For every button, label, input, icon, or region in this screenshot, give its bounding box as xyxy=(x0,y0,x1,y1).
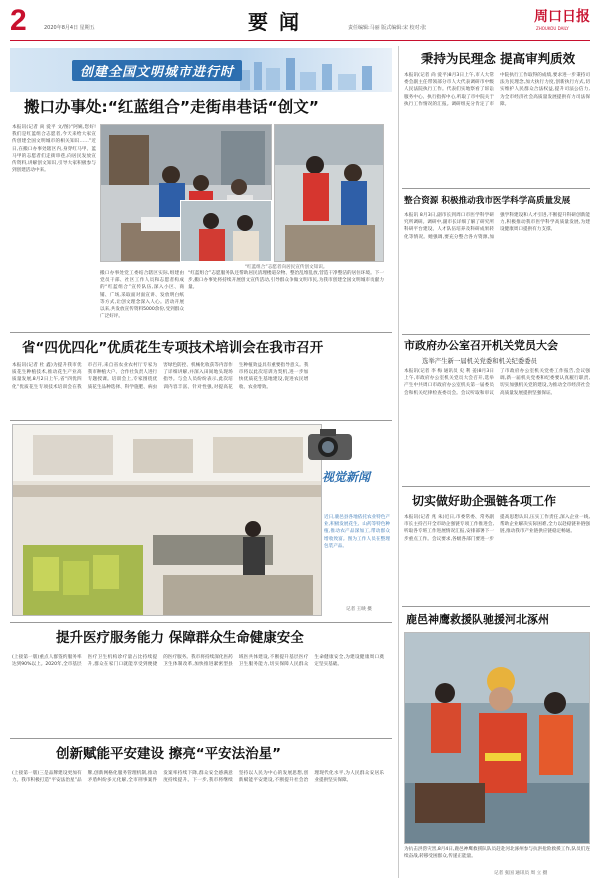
volunteer-photo-caption: “红蓝组合”志愿者向居民宣传创文知识。 xyxy=(244,265,328,270)
visual-news-caption: 近日,鹿邑县各地依托农业特色产业,积极发展花生、山药等特色种植,推动农产品深加工,带动群众增收致富。图为工作人员在整理包装产品。 xyxy=(324,515,390,549)
banner-text: 创建全国文明城市进行时 xyxy=(72,60,242,81)
section-rule-1 xyxy=(10,332,392,333)
article-body-relocation-office-3: “红蓝组合”志愿服务队还帮助居民清理楼道杂物、整治乱堆乱放,营造干净整洁的居住环境。下一步,搬口办事处将持续开展创文宣传活动,引导群众争做文明市民,为我市创建全国文明城市贡献力量。 xyxy=(188,271,384,291)
masthead-rule xyxy=(10,40,590,41)
article-body-enterprise-chain: 本报讯(记者 兆 朱)近日,市委常委、常务副市长主持召开全市助企强链专项工作推进会,听取各专班工作进展情况汇报,安排部署下一步重点工作。会议要求,各级各部门要进一步提高思想认识,压实工作责任,深入企业一线,帮助企业解决实际困难,全力以赴稳链补链强链,推动我市产业链供应链稳定畅通。 xyxy=(404,515,590,542)
section-rule-r4 xyxy=(402,606,590,607)
section-rule-2 xyxy=(10,420,392,421)
article-title-party-meeting: 市政府办公室召开机关党员大会 xyxy=(404,339,558,352)
volunteer-photo-3 xyxy=(274,124,384,262)
article-title-peanut-training: 省“四优四化”优质花生专项技术培训会在我市召开 xyxy=(22,340,324,356)
article-body-medical-science: 本报讯 8月3日,副市长到周口市医学科学研究所调研。调研中,副市长详细了解了研究所科研平台建设、人才队伍培养及科研成果转化等情况。她强调,要充分整合各方资源,加强学科建设和人才引进,不断提升科研创新能力,积极推动我市医学科学高质量发展,为建设健康周口提供有力支撑。 xyxy=(404,213,590,240)
article-body-medical-service: (上接第一版)重点人群签约服务率达到90%以上。2020年,全市基层医疗卫生机构诊疗量占比持续提升,群众在家门口就能享受到便捷的医疗服务。我市将持续深化医药卫生体制改革,加快推进紧密型县域医共体建设,不断提升基层医疗卫生服务能力,切实保障人民群众生命健康安全,为建设健康周口奠定坚实基础。 xyxy=(12,655,384,668)
camera-icon xyxy=(306,426,354,462)
article-body-safety-building: (上接第一版)三是品牌建设更加有力。我市积极打造“平安法治星”品牌,创新网格化服务管理机制,推动矛盾纠纷多元化解,全市刑事案件发案率持续下降,群众安全感满意度持续提升。下一步,我市将继续坚持以人民为中心的发展思想,创新赋能平安建设,不断提升社会治理现代化水平,为人民群众安居乐业提供坚实保障。 xyxy=(12,771,384,784)
article-title-medical-service: 提升医疗服务能力 保障群众生命健康安全 xyxy=(56,630,304,646)
visual-news-photo xyxy=(12,424,322,616)
article-body-relocation-office-lead: 本报讯(记者 尚 爱平 文/图)“阿姨,您好!我们是红蓝组合志愿者,今天来给大家宣传创建全国文明城市的相关知识……”近日,在搬口办事处辖区内,身穿红马甲、蓝马甲的志愿者们走街串巷,向居民发放宣传资料,讲解创文知识,引导大家积极参与到创建活动中来。 xyxy=(12,125,96,174)
newspaper-logo: 周口日报 xyxy=(534,9,590,25)
article-subtitle-party-meeting: 选举产生新一届机关党委和机关纪委委员 xyxy=(422,357,538,365)
visual-news-credit: 记者 王映 摄 xyxy=(346,607,372,612)
article-body-judicial: 本报讯(记者 尚 爱平)8月3日上午,市人大常委会副主任带领部分市人大代表调研市中级人民法院执行工作。代表们实地察看了诉讼服务中心、执行指挥中心,听取了市中院关于执行工作情况的汇报。调研组充分肯定了市中院执行工作取得的成绩,要求进一步秉持司法为民理念,加大执行力度,创新执行方式,切实维护人民群众合法权益,提升司法公信力,为全市经济社会高质量发展提供有力司法保障。 xyxy=(404,73,590,107)
volunteer-photo-2 xyxy=(180,200,272,262)
rescue-team-photo xyxy=(404,632,590,844)
article-title-medical-science: 整合资源 积极推动我市医学科学高质量发展 xyxy=(404,196,571,206)
section-rule-4 xyxy=(10,738,392,739)
article-title-rescue-team: 鹿邑神鹰救援队驰援河北涿州 xyxy=(406,613,549,626)
article-body-party-meeting: 本报讯(记者 李 梅 通讯员 史 利 姜)8月3日上午,市政府办公室机关党员大会召开,选举产生中共周口市政府办公室机关第一届委员会和机关纪律检查委员会。会议听取和审议了市政府办公室机关党委工作报告,会议强调,新一届机关党委和纪委要认真履行职责,切实加强机关党的建设,为推动全市经济社会高质量发展提供坚强保证。 xyxy=(404,369,590,396)
column-divider xyxy=(398,46,399,878)
article-title-safety-building: 创新赋能平安建设 擦亮“平安法治星” xyxy=(56,746,281,762)
logo-subtitle: ZHOUKOU DAILY xyxy=(536,26,569,31)
masthead xyxy=(0,0,600,46)
article-body-relocation-office-2: 搬口办事处党工委结合辖区实际,组建由党员干部、社区工作人员和志愿者构成的“红蓝组合”宣传队伍,深入小区、商铺、广场,采取面对面宣讲、发放明白纸等方式,让创文理念深入人心。活动开展以来,共发放宣传资料5000余份,受到群众广泛好评。 xyxy=(100,271,184,320)
article-body-peanut-training: 本报讯(记者 杜 鑫)为提升我市优质花生种植技术,推动花生产业高质量发展,8月2日上午,省“四优四化”优质花生专项技术培训会在我市召开,来自省农业农村厅专家为我市种植大户、合作社负责人进行专题授课。培训会上,专家围绕优质花生品种选择、科学施肥、病虫害绿色防控、机械化收获等内容作了详细讲解,并深入田间地头现场指导。与会人员纷纷表示,此次培训内容丰富、针对性强,对提高花生种植效益具有重要指导意义。我市将以此次培训为契机,进一步加快优质花生基地建设,促进农民增收、农业增效。 xyxy=(12,363,309,390)
section-title: 要 闻 xyxy=(248,10,301,34)
page-number: 2 xyxy=(10,4,27,37)
section-rule-3 xyxy=(10,622,392,623)
date-line: 2020年8月4日 星期五 xyxy=(44,25,95,31)
rescue-team-caption: 为抗击洪涝灾害,8月4日,鹿邑神鹰救援队队员赶赴河北涿州参与抗洪抢险救援工作,队员们连续奋战,转移受困群众,传递正能量。 xyxy=(404,847,590,860)
visual-news-label: 视觉新闻 xyxy=(322,470,371,484)
section-rule-r2 xyxy=(402,334,590,335)
banner-skyline xyxy=(230,56,390,90)
section-rule-r3 xyxy=(402,486,590,487)
article-title-relocation-office: 搬口办事处:“红蓝组合”走街串巷话“创文” xyxy=(24,98,319,116)
rescue-team-photo-credit: 记者 张国 通讯员 周 立 摄 xyxy=(494,871,548,876)
section-rule-r1 xyxy=(402,188,590,189)
article-title-enterprise-chain: 切实做好助企强链各项工作 xyxy=(412,494,557,508)
campaign-banner xyxy=(10,48,392,92)
staff-line: 责任编辑:马丽 版式编辑:宋 校对:张 xyxy=(348,25,427,31)
article-title-judicial: 秉持为民理念 提高审判质效 xyxy=(420,51,576,66)
